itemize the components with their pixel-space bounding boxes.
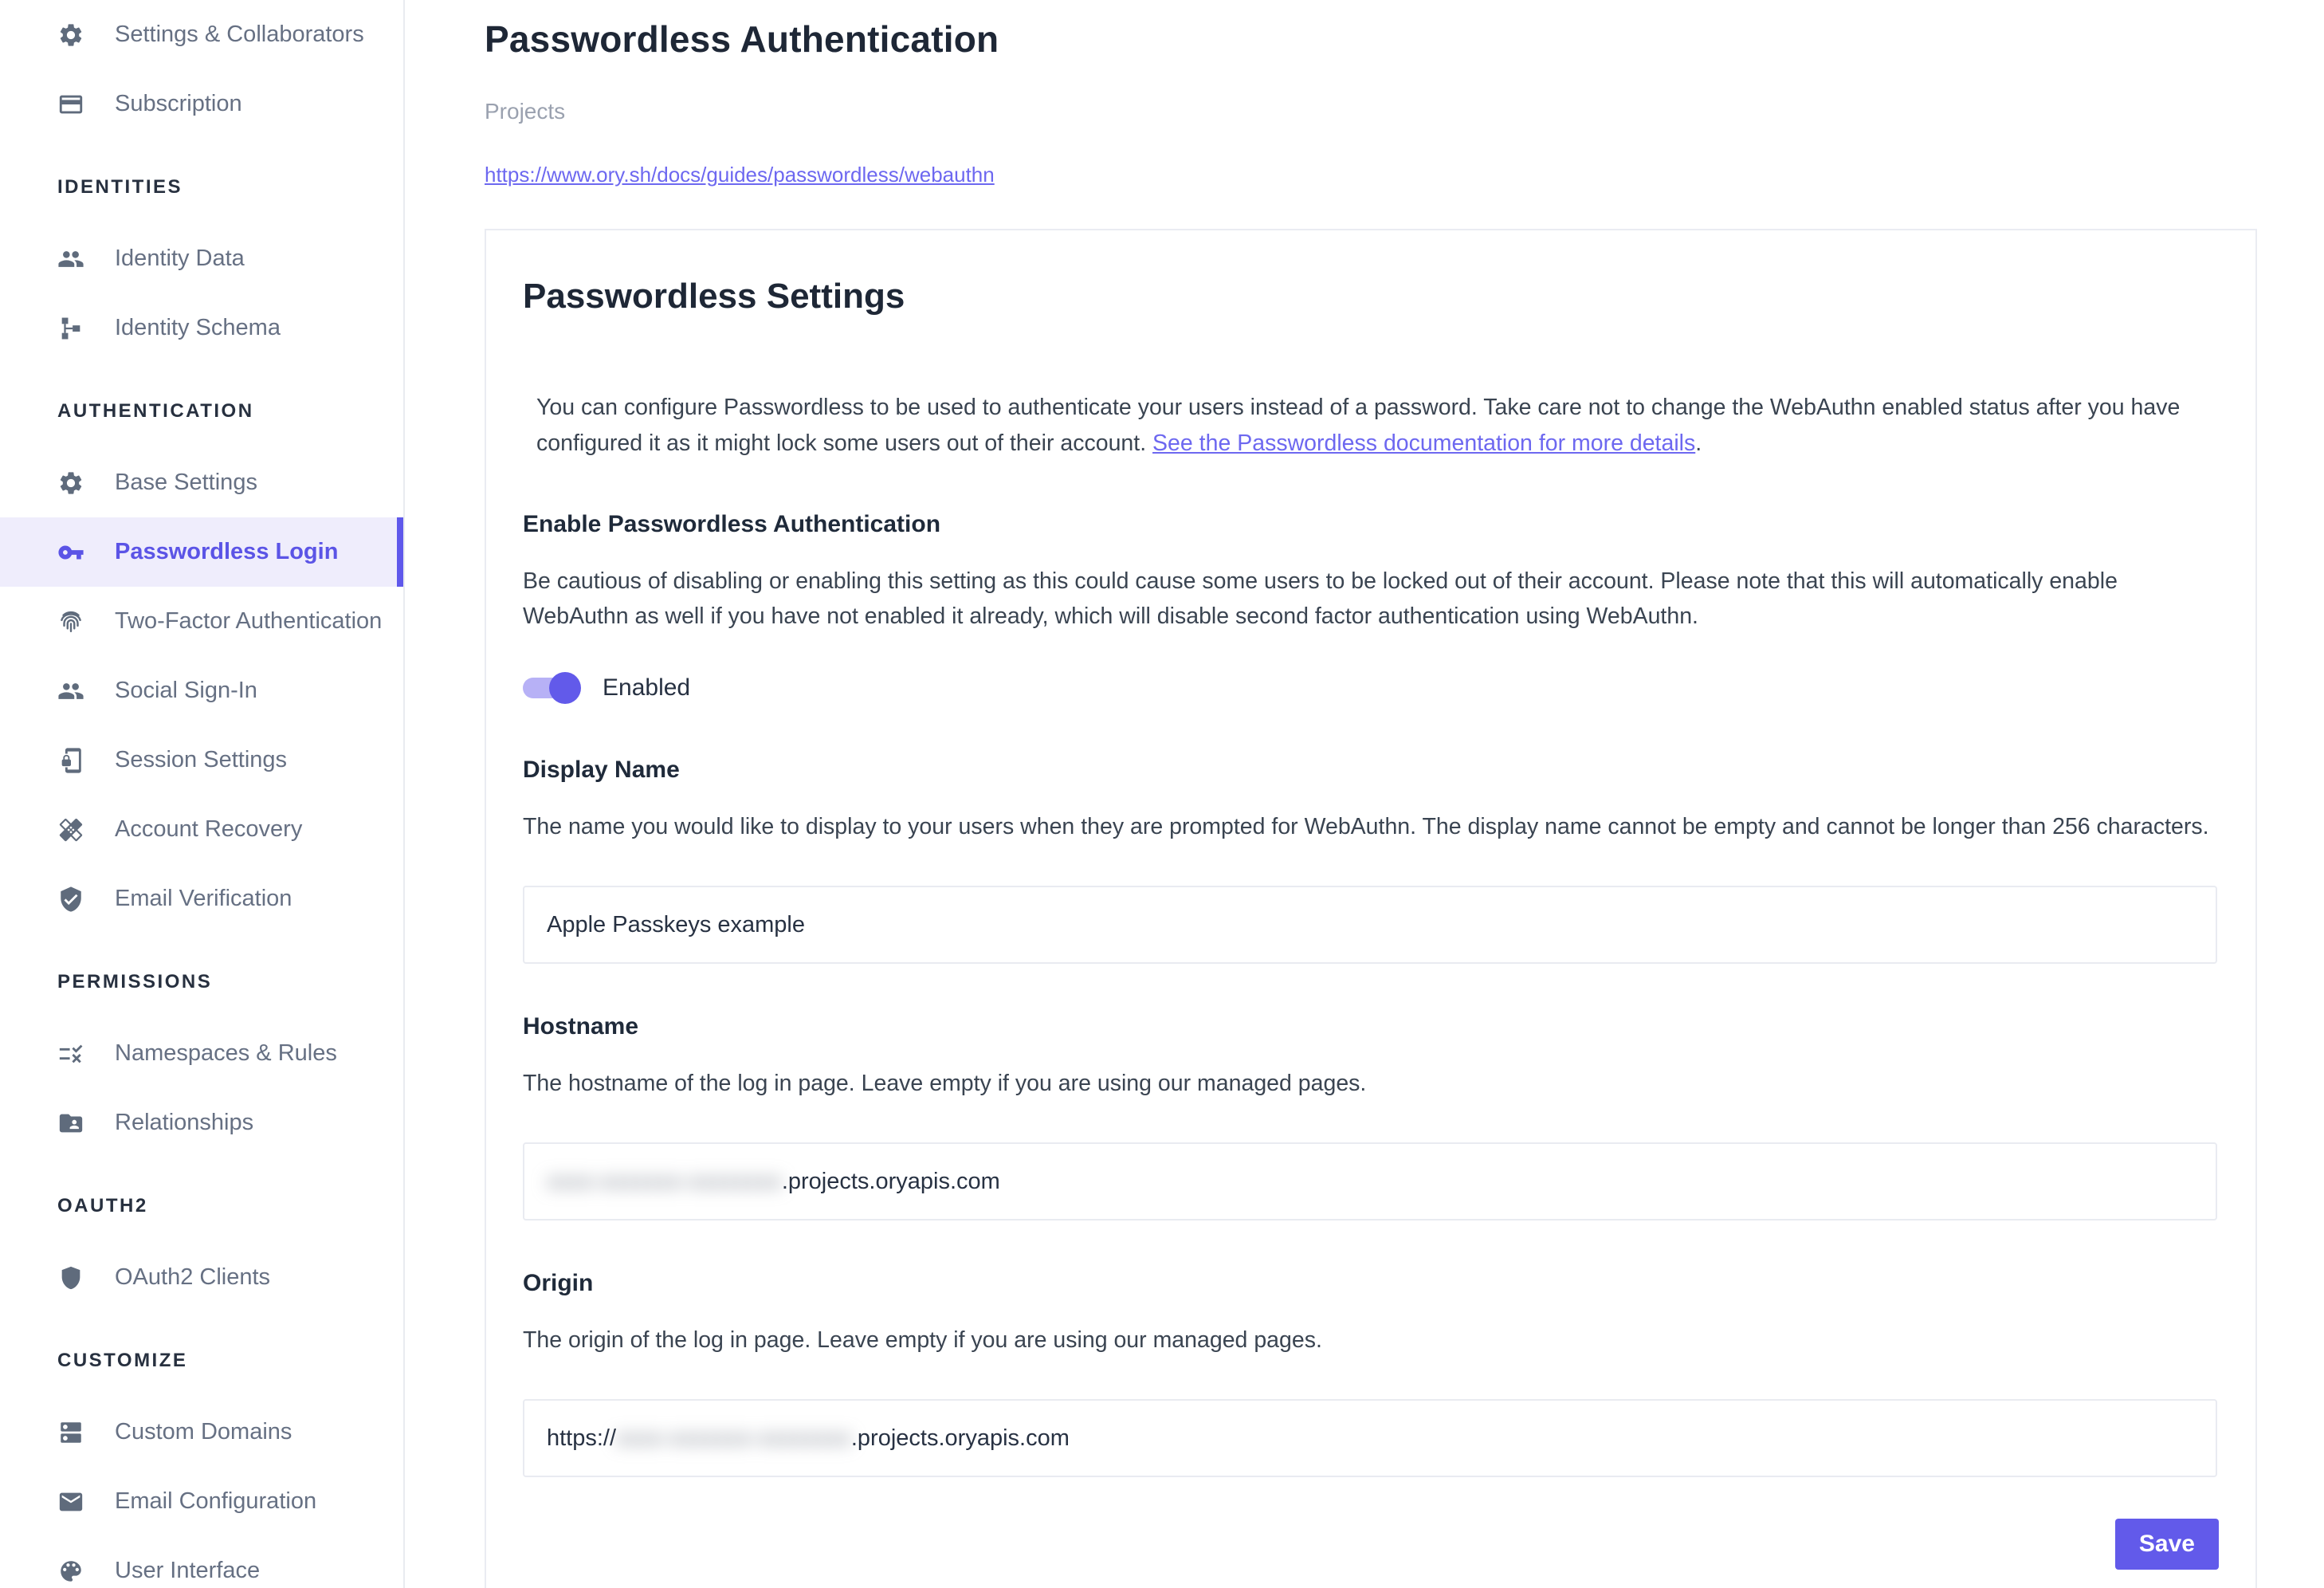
sidebar-item-relationships[interactable] [0,1088,403,1158]
sidebar-item-label: OAuth2 Clients [115,1264,271,1290]
shield-icon [57,1264,84,1291]
people-icon [57,678,84,705]
passwordless-toggle[interactable] [523,669,579,707]
sidebar-item-two-factor[interactable] [0,587,403,656]
sidebar-item-oauth2-clients[interactable] [0,1243,403,1312]
sidebar-item-label: User Interface [115,1558,261,1583]
shield-check-icon [57,886,84,913]
save-button[interactable]: Save [2115,1519,2219,1570]
sidebar-item-custom-domains[interactable] [0,1397,403,1467]
hostname-input[interactable] [523,1142,2217,1220]
sidebar-item-label: Session Settings [115,747,288,772]
sidebar-item-label: Email Verification [115,886,292,911]
sidebar-item-label: Email Configuration [115,1488,317,1514]
sidebar-item-namespaces-rules[interactable] [0,1019,403,1088]
passwordless-settings-card [485,229,2257,1588]
gear-icon [57,470,84,497]
hostname-description: The hostname of the log in page. Leave empty if you are using our managed pages. [523,1071,1367,1096]
intro-suffix: . [1695,430,1702,456]
sidebar-item-account-recovery[interactable] [0,795,403,864]
palette-icon [57,1558,84,1585]
sidebar-item-email-configuration[interactable] [0,1467,403,1536]
credit-card-icon [57,91,84,118]
sidebar-item-session-settings[interactable] [0,725,403,795]
envelope-icon [57,1488,84,1515]
schema-icon [57,315,84,342]
display-name-input[interactable] [523,886,2217,964]
sidebar-section-authentication: AUTHENTICATION [57,400,254,422]
webauthn-docs-link[interactable]: https://www.ory.sh/docs/guides/passwordless/webauthn [485,163,995,187]
toggle-label: Enabled [603,674,691,701]
sidebar-item-settings-collaborators[interactable] [0,0,403,69]
enable-section-title: Enable Passwordless Authentication [523,511,941,537]
sidebar-section-identities: IDENTITIES [57,176,183,198]
sidebar [0,0,405,1588]
toggle-thumb [549,672,581,704]
rule-icon [57,1040,84,1067]
enable-section-description: Be cautious of disabling or enabling this setting as this could cause some users to be locked out of their account. Please note that this will automatically enable WebAuthn as well if you have not enabled it already, which will disable second factor authentication using WebAuthn. [523,568,2118,629]
sidebar-item-label: Subscription [115,91,242,116]
origin-prefix: https:// [547,1425,617,1451]
save-row [523,1519,2219,1570]
origin-description: The origin of the log in page. Leave empty if you are using our managed pages. [523,1327,1322,1353]
sidebar-item-label: Identity Data [115,246,245,271]
origin-redacted-value: xxxx-xxxxxxx-xxxxxxxx [616,1425,851,1451]
hostname-suffix: .projects.oryapis.com [781,1168,1000,1194]
breadcrumb: Projects [485,99,566,124]
fingerprint-icon [57,608,84,635]
sidebar-section-customize: CUSTOMIZE [57,1350,188,1371]
phone-lock-icon [57,747,84,774]
intro-text: You can configure Passwordless to be used to authenticate your users instead of a password. Take care not to change the WebAuthn enabled status after you have configured it as it might lock some users out of their account. [536,395,2181,456]
hostname-title: Hostname [523,1013,639,1040]
sidebar-item-label: Custom Domains [115,1419,292,1445]
sidebar-item-label: Namespaces & Rules [115,1040,337,1066]
display-name-description: The name you would like to display to your users when they are prompted for WebAuthn. The display name cannot be empty and cannot be longer than 256 characters. [523,814,2209,839]
sidebar-item-label: Passwordless Login [115,539,339,564]
key-icon [57,539,84,566]
sidebar-item-subscription[interactable] [0,69,403,139]
origin-input[interactable] [523,1399,2217,1477]
card-intro [523,390,2192,462]
gear-icon [57,22,84,49]
sidebar-section-permissions: PERMISSIONS [57,971,213,992]
sidebar-item-label: Settings & Collaborators [115,22,364,47]
bandage-icon [57,816,84,843]
sidebar-item-social-sign-in[interactable] [0,656,403,725]
sidebar-item-label: Identity Schema [115,315,281,340]
sidebar-item-label: Social Sign-In [115,678,257,703]
sidebar-section-oauth2: OAUTH2 [57,1195,148,1217]
sidebar-item-identity-data[interactable] [0,224,403,293]
sidebar-item-identity-schema[interactable] [0,293,403,363]
hostname-redacted-value: xxxx-xxxxxxx-xxxxxxxx [547,1168,782,1194]
origin-suffix: .projects.oryapis.com [850,1425,1070,1451]
server-icon [57,1419,84,1446]
folder-person-icon [57,1110,84,1137]
sidebar-item-label: Account Recovery [115,816,303,842]
card-title: Passwordless Settings [523,277,905,316]
enable-toggle-row [523,669,2219,707]
display-name-title: Display Name [523,757,680,783]
sidebar-item-label: Relationships [115,1110,254,1135]
page-title: Passwordless Authentication [485,18,999,60]
people-icon [57,246,84,273]
sidebar-item-email-verification[interactable] [0,864,403,934]
sidebar-item-label: Base Settings [115,470,257,495]
main-content [405,0,2324,1588]
sidebar-item-label: Two-Factor Authentication [115,608,383,634]
sidebar-item-user-interface[interactable] [0,1536,403,1588]
sidebar-item-passwordless-login[interactable] [0,517,403,587]
sidebar-item-base-settings[interactable] [0,448,403,517]
origin-title: Origin [523,1270,594,1296]
passwordless-docs-link[interactable]: See the Passwordless documentation for more details [1152,430,1696,456]
